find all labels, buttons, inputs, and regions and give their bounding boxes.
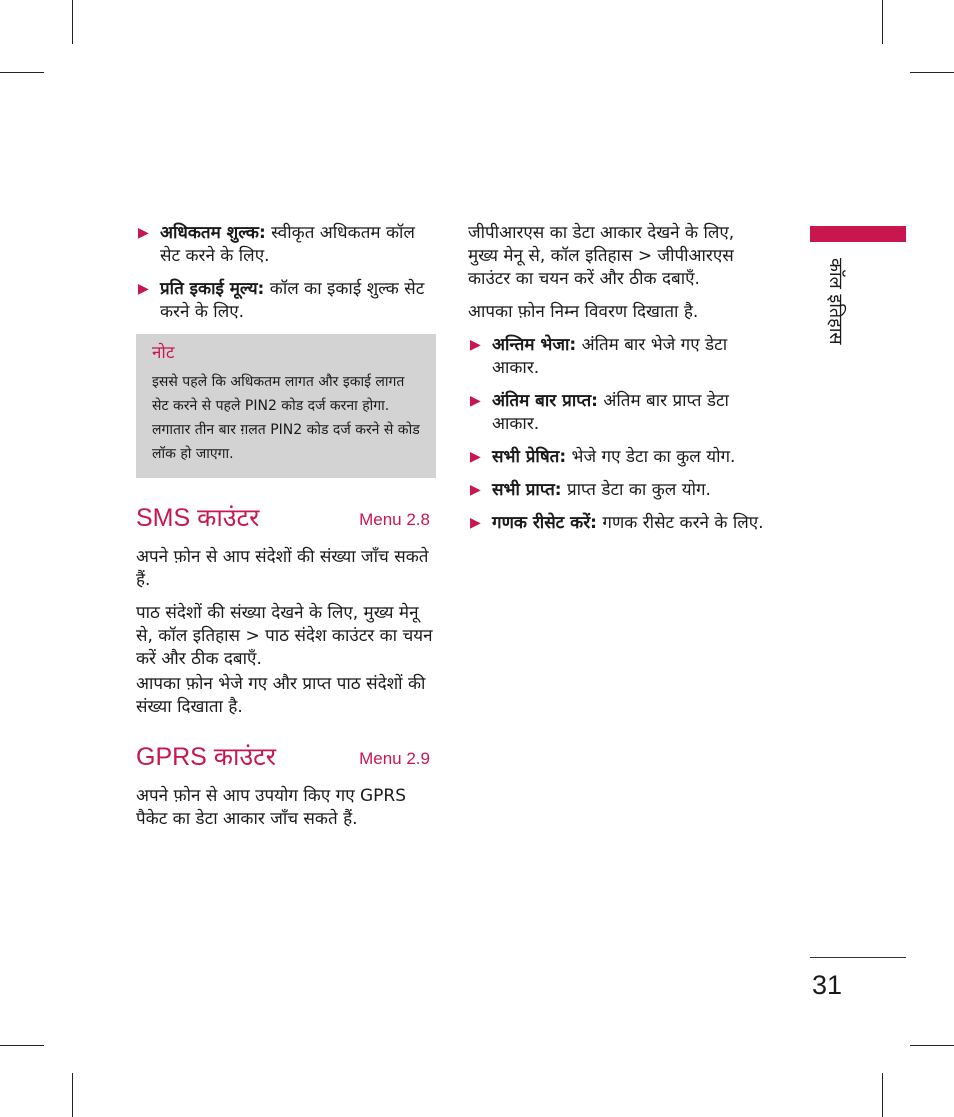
bullet-text: प्राप्त डेटा का कुल योग. (561, 480, 711, 500)
bullet-all-sent (468, 446, 768, 469)
bullet-term: प्रति इकाई मूल्य: (160, 279, 265, 299)
crop-mark (72, 1073, 73, 1117)
middle-column (468, 222, 768, 545)
crop-mark (72, 0, 73, 44)
page-number-rule (810, 957, 906, 958)
chapter-label: कॉल इतिहास (825, 258, 846, 345)
crop-mark (882, 1073, 883, 1117)
bullet-last-sent (468, 334, 768, 380)
bullet-text: अंतिम बार भेजे गए डेटा आकार. (492, 335, 728, 378)
note-title: नोट (152, 343, 175, 363)
bullet-text: गणक रीसेट करने के लिए. (596, 513, 764, 533)
bullet-text: कॉल का इकाई शुल्क सेट करने के लिए. (160, 279, 425, 322)
crop-mark (0, 1045, 44, 1046)
bullet-triangle-icon: ▶ (470, 515, 481, 531)
bullet-max-charge (136, 222, 436, 268)
menu-reference: Menu 2.8 (359, 510, 430, 529)
bullet-text: भेजे गए डेटा का कुल योग. (566, 447, 736, 467)
bullet-term: गणक रीसेट करें: (492, 513, 597, 533)
details-intro: आपका फ़ोन निम्न विवरण दिखाता है. (468, 302, 699, 322)
sms-paragraph-2: पाठ संदेशों की संख्या देखने के लिए, मुख्य मेनू से, कॉल इतिहास > पाठ संदेश काउंटर का चयन करें और ठीक दबाएँ. (136, 603, 433, 669)
left-column (136, 222, 436, 831)
sms-paragraph-3: आपका फ़ोन भेजे गए और प्राप्त पाठ संदेशों की संख्या दिखाता है. (136, 674, 426, 717)
section-title: SMS काउंटर (136, 504, 260, 532)
menu-reference: Menu 2.9 (359, 749, 430, 768)
bullet-text: अंतिम बार प्राप्त डेटा आकार. (492, 391, 729, 434)
note-body: इससे पहले कि अधिकतम लागत और इकाई लागत सेट करने से पहले PIN2 कोड दर्ज करना होगा. लगातार तीन बार ग़लत PIN2 कोड दर्ज करने से कोड लॉक हो जाएगा. (152, 374, 420, 462)
crop-mark (0, 72, 44, 73)
crop-mark (910, 72, 954, 73)
bullet-text: स्वीकृत अधिकतम कॉल सेट करने के लिए. (160, 223, 415, 266)
bullet-term: अन्तिम भेजा: (492, 335, 577, 355)
page-number: 31 (812, 970, 843, 1000)
section-title: GPRS काउंटर (136, 743, 276, 771)
sms-paragraph-1: अपने फ़ोन से आप संदेशों की संख्या जाँच सकते हैं. (136, 547, 429, 590)
bullet-all-received (468, 479, 768, 502)
bullet-unit-price (136, 278, 436, 324)
bullet-term: सभी प्राप्त: (492, 480, 562, 500)
bullet-triangle-icon: ▶ (470, 393, 481, 409)
crop-mark (910, 1045, 954, 1046)
bullet-term: सभी प्रेषित: (492, 447, 567, 467)
bullet-triangle-icon: ▶ (138, 225, 149, 241)
bullet-triangle-icon: ▶ (470, 482, 481, 498)
bullet-last-received (468, 390, 768, 436)
sms-counter-heading (136, 502, 436, 536)
bullet-term: अंतिम बार प्राप्त: (492, 391, 598, 411)
crop-mark (882, 0, 883, 44)
chapter-tab-bar (810, 226, 906, 242)
gprs-paragraph-1: अपने फ़ोन से आप उपयोग किए गए GPRS पैकेट का डेटा आकार जाँच सकते हैं. (136, 786, 407, 829)
gprs-instructions: जीपीआरएस का डेटा आकार देखने के लिए, मुख्य मेनू से, कॉल इतिहास > जीपीआरएस काउंटर का चयन करें और ठीक दबाएँ. (468, 223, 735, 289)
bullet-reset-counter (468, 512, 768, 535)
bullet-triangle-icon: ▶ (138, 281, 149, 297)
note-box (136, 334, 436, 478)
bullet-triangle-icon: ▶ (470, 449, 481, 465)
bullet-term: अधिकतम शुल्क: (160, 223, 266, 243)
bullet-triangle-icon: ▶ (470, 337, 481, 353)
gprs-counter-heading (136, 741, 436, 775)
